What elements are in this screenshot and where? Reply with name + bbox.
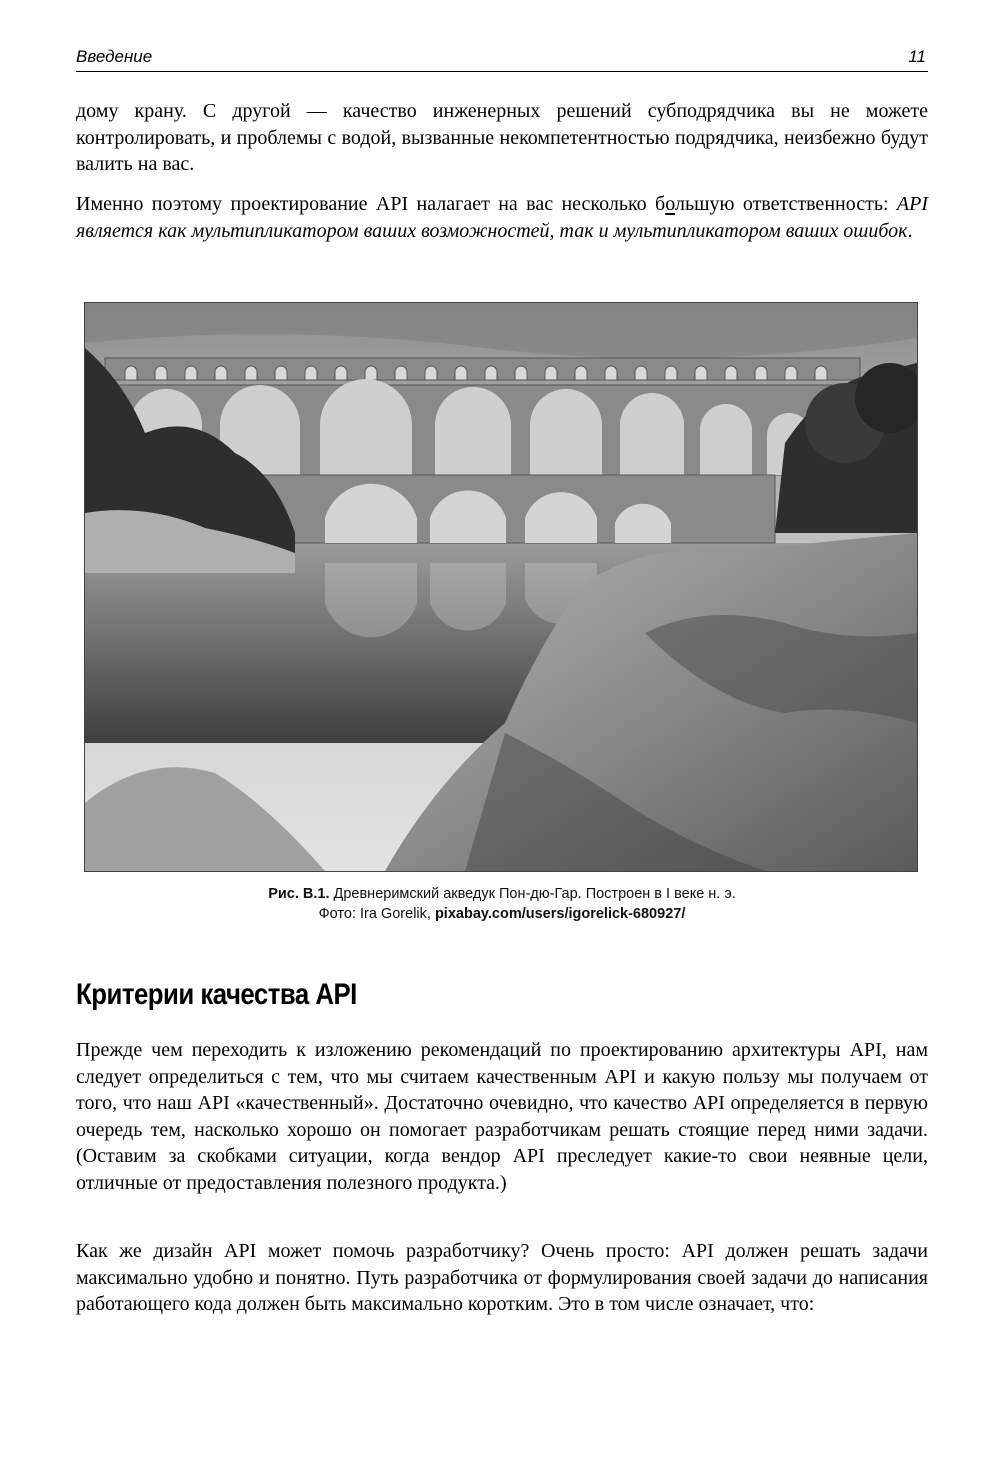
running-head xyxy=(76,44,928,72)
figure-caption-text: Древнеримский акведук Пон-дю-Гар. Построен в I веке н. э. xyxy=(333,886,736,902)
section-title: Критерии качества API xyxy=(76,978,357,1011)
intro-p2-end: . xyxy=(907,219,913,242)
figure-credit xyxy=(76,904,928,924)
intro-paragraph-2 xyxy=(76,191,928,244)
figure-credit-link[interactable]: pixabay.com/users/igorelick-680927/ xyxy=(434,906,686,922)
intro-p2-accented-letter: о xyxy=(665,193,675,215)
aqueduct-photo xyxy=(84,302,918,872)
intro-p2-italic: API является как мультипликатором ваших возможностей, так и мультипликатором ваших ошибок xyxy=(76,193,928,242)
intro-p2-middle: льшую ответственность: xyxy=(675,193,897,215)
section-paragraph-1: Прежде чем переходить к изложению рекомендаций по проектированию архитектуры API, нам следует определиться с тем, что мы считаем качественным API и какую пользу мы получаем от того, что наш API «качественный». Достаточно очевидно, что качество API определяется в первую очередь тем, насколько хорошо он помогает разработчикам решать стоящие перед ними задачи. (Оставим за скобками ситуации, когда вендор API преследует какие-то свои неявные цели, отличные от предоставления полезного продукта.) xyxy=(76,1039,928,1194)
figure-caption xyxy=(76,884,928,904)
aqueduct-illustration xyxy=(85,303,917,871)
section-paragraph-2: Как же дизайн API может помочь разработчику? Очень просто: API должен решать задачи максимально удобно и понятно. Путь разработчика от формулирования своей задачи до написания работающего кода должен быть максимально коротким. Это в том числе означает, что: xyxy=(76,1240,928,1315)
figure-credit-prefix: Фото: Ira Gorelik, xyxy=(318,906,435,922)
intro-p2-before: Именно поэтому проектирование API налагает на вас несколько б xyxy=(76,193,666,215)
figure-label: Рис. В.1. xyxy=(268,886,330,902)
intro-paragraph-1: дому крану. С другой — качество инженерных решений субподрядчика вы не можете контролировать, и проблемы с водой, вызванные некомпетентностью подрядчика, неизбежно будут валить на вас. xyxy=(76,100,928,175)
page-number: 11 xyxy=(908,47,926,66)
running-head-section: Введение xyxy=(76,47,153,66)
